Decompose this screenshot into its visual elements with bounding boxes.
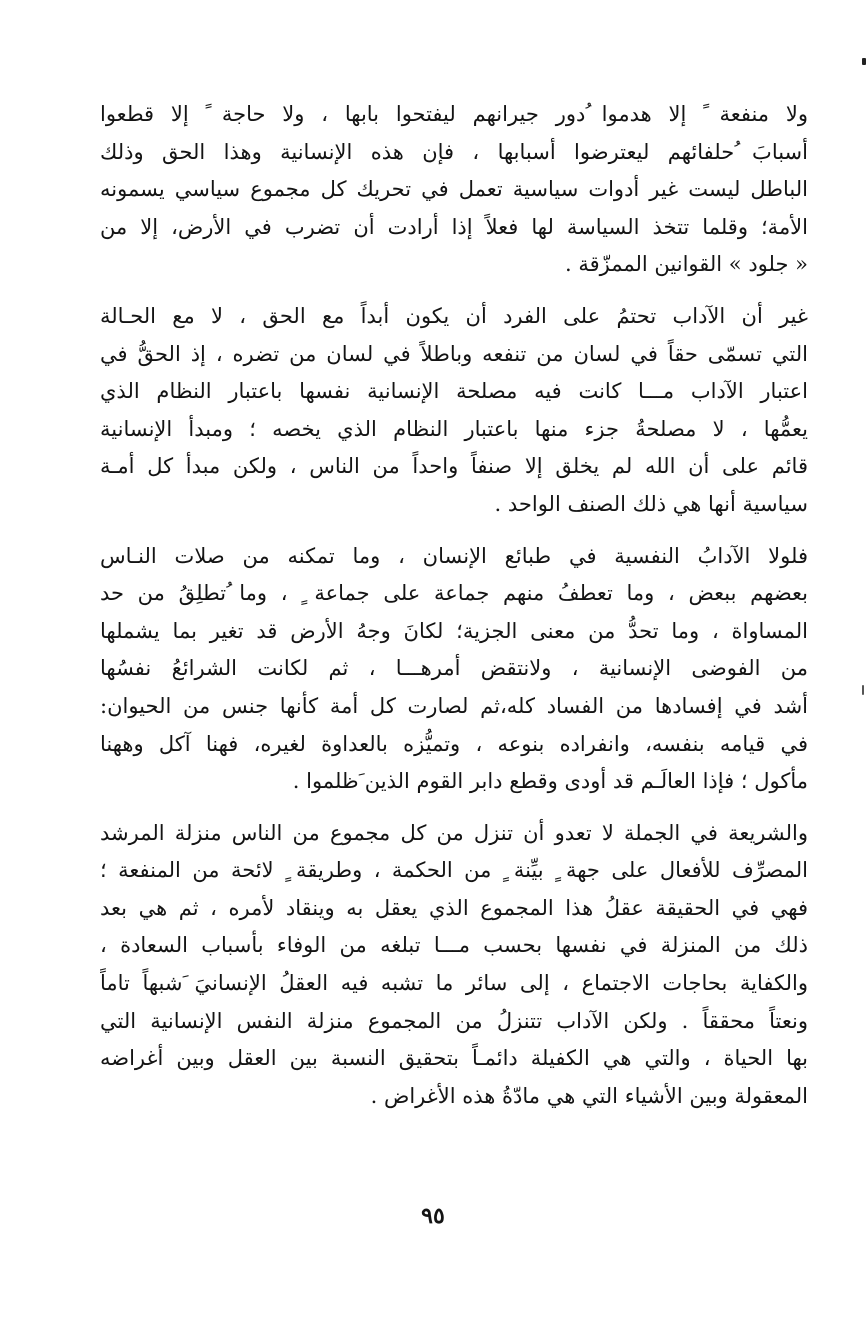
text-line: « جلود » القوانين الممزّقة . — [565, 252, 808, 277]
text-line: الباطل ليست غير أدوات سياسية تعمل في تحريك كل مجموع سياسي يسمونه — [100, 177, 808, 202]
text-line: المعقولة وبين الأشياء التي هي مادّةُ هذه الأغراض . — [370, 1083, 808, 1108]
text-line: أسبابَ ُحلفائهم ليعترضوا أسبابها ، فإن هذه الإنسانية وهذا الحق وذلك — [100, 139, 808, 164]
paragraph-1 — [100, 96, 808, 284]
scan-edge-mark — [862, 685, 864, 695]
text-line: بعضهم ببعض ، وما تعطفُ منهم جماعة على جماعة ٍ ، وما ُتطلِقُ من حد — [100, 581, 808, 606]
text-line: والكفاية بحاجات الاجتماع ، إلى سائر ما تشبه فيه العقلُ الإنسانيَ َشبهاً تاماً — [100, 971, 808, 996]
paragraph-2 — [100, 298, 808, 524]
text-line: والشريعة في الجملة لا تعدو أن تنزل من كل مجموع من الناس منزلة المرشد — [100, 820, 808, 845]
text-line: غير أن الآداب تحتمُ على الفرد أن يكون أبداً مع الحق ، لا مع الحـالة — [100, 303, 808, 328]
text-line: ولا منفعة ً إلا هدموا ُدور جيرانهم ليفتحوا بابها ، ولا حاجة ً إلا قطعوا — [100, 102, 808, 126]
text-line: ذلك من المنزلة في نفسها بحسب مـــا تبلغه من الوفاء بأسباب السعادة ، — [100, 933, 808, 958]
page-number: ٩٥ — [421, 1203, 445, 1229]
text-line: التي تسمّى حقاً في لسان من تنفعه وباطلاً في لسان من تضره ، إذ الحقُّ في — [100, 341, 808, 366]
text-line: فلولا الآدابُ النفسية في طبائع الإنسان ، وما تمكنه من صلات النـاس — [100, 543, 808, 568]
paragraph-4 — [100, 815, 808, 1116]
paragraph-3 — [100, 538, 808, 801]
text-line: اعتبار الآداب مـــا كانت فيه مصلحة الإنسانية نفسها باعتبار النظام الذي — [100, 379, 808, 404]
text-line: المساواة ، وما تحدُّ من معنى الجزية؛ لكانَ وجهُ الأرض قد تغير بما يشملها — [100, 618, 808, 643]
text-line: يعمُّها ، لا مصلحةُ جزء منها باعتبار النظام الذي يخصه ؛ ومبدأ الإنسانية — [100, 416, 808, 441]
text-line: قائم على أن الله لم يخلق إلا صنفاً واحداً من الناس ، ولكن مبدأ كل أمـة — [100, 454, 808, 479]
text-line: ونعتاً محققاً . ولكن الآداب تتنزلُ من المجموع منزلة النفس الإنسانية التي — [100, 1008, 808, 1033]
text-line: في قيامه بنفسه، وانفراده بنوعه ، وتميُّزه بالعداوة لغيره، فهنا آكل وههنا — [100, 731, 808, 756]
text-line: سياسية أنها هي ذلك الصنف الواحد . — [494, 491, 808, 516]
text-line: مأكول ؛ فإذا العالَـم قد أودى وقطع دابر القوم الذين َظلموا . — [292, 769, 808, 794]
scan-edge-mark — [862, 58, 866, 65]
body-text — [100, 96, 808, 1129]
text-line: فهي في الحقيقة عقلُ هذا المجموع الذي يعقل به وينقاد لأمره ، ثم هي بعد — [100, 895, 808, 920]
text-line: أشد في إفسادها من الفساد كله،ثم لصارت كل أمة كأنها جنس من الحيوان: — [100, 693, 808, 718]
text-line: المصرِّف للأفعال على جهة ٍ بيِّنة ٍ من الحكمة ، وطريقة ٍ لائحة من المنفعة ؛ — [100, 858, 808, 883]
text-line: من الفوضى الإنسانية ، ولانتقض أمرهـــا ، ثم لكانت الشرائعُ نفسُها — [100, 656, 808, 681]
text-line: بها الحياة ، والتي هي الكفيلة دائمـاً بتحقيق النسبة بين العقل وبين أغراضه — [100, 1046, 808, 1071]
text-line: الأمة؛ وقلما تتخذ السياسة لها فعلاً إذا أرادت أن تضرب في الأرض، إلا من — [100, 214, 808, 239]
